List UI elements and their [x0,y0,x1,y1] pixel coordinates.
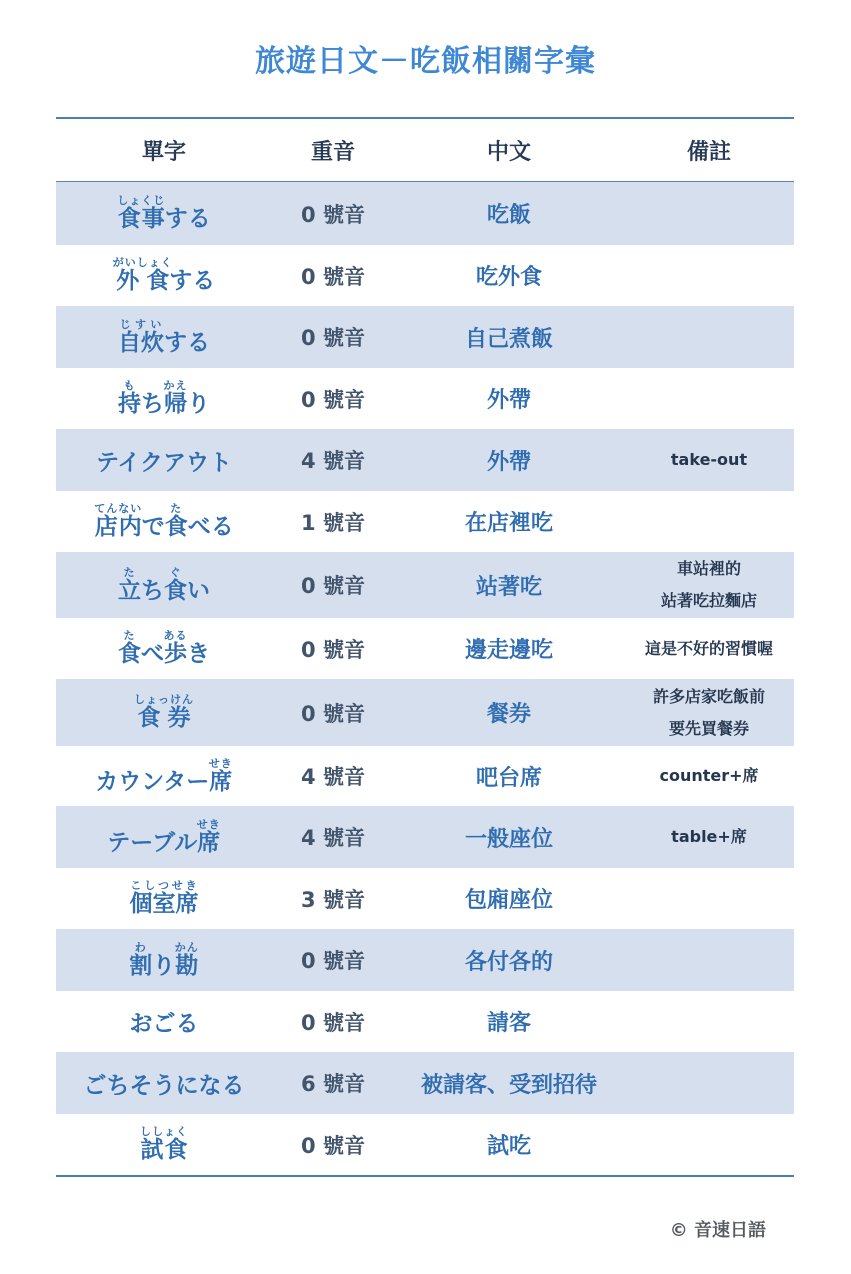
furigana-reading: も [118,379,141,392]
furigana-reading: た [118,565,141,579]
word-kana: で [141,514,165,540]
accent-cell: 4 號音 [301,765,365,789]
furigana-ruby: 試食ししょく [140,1125,188,1163]
header-accent: 重音 [310,139,355,165]
furigana-reading: がいしょく [112,256,173,269]
furigana-ruby: 割わ [129,940,153,979]
word-cell [56,1125,272,1164]
chinese-cell: 吧台席 [475,765,542,791]
page-title: 旅遊日文－吃飯相關字彙 [255,44,596,79]
chinese-cell: 餐券 [486,702,531,727]
word-cell [56,318,272,357]
chinese-cell: 在店裡吃 [464,511,553,536]
table-row [56,1052,794,1114]
word-cell [56,256,272,295]
table-row [56,368,794,429]
chinese-cell: 各付各的 [464,949,553,975]
accent-cell: 4 號音 [301,826,365,850]
word-kana: おごる [129,1011,199,1037]
note-line: take-out [670,450,748,469]
word-kana: き [187,641,210,667]
furigana-ruby: 持も [118,379,141,417]
chinese-cell: 包廂座位 [464,888,553,913]
header-chinese: 中文 [486,139,531,165]
furigana-ruby: 席せき [208,756,233,795]
word-kana: する [164,206,211,232]
furigana-ruby: 席せき [196,817,221,856]
vocab-table [56,117,794,1177]
furigana-reading: た [164,502,188,515]
furigana-ruby: 店内てんない [94,502,143,540]
note-line: 要先買餐券 [668,718,749,738]
table-row [56,679,794,746]
accent-cell: 0 號音 [301,387,365,412]
word-cell [56,818,272,857]
note-line: 許多店家吃飯前 [652,686,765,706]
furigana-ruby: 歩ある [163,629,188,667]
chinese-cell: 外帶 [486,388,531,413]
note-cell [624,633,794,665]
table-row [56,245,794,306]
word-cell [56,444,272,477]
chinese-cell: 被請客、受到招待 [420,1072,597,1098]
table-header [56,119,794,182]
word-kana: ごちそうになる [83,1072,245,1099]
furigana-ruby: 自炊じすい [118,317,164,356]
furigana-reading: せき [196,817,221,831]
accent-cell: 0 號音 [301,574,365,598]
table-row [56,991,794,1052]
furigana-ruby: 食た [118,629,141,667]
accent-cell: 0 號音 [301,949,365,973]
word-cell [56,757,272,796]
furigana-reading: ししょく [140,1125,188,1138]
chinese-cell: 請客 [486,1011,531,1036]
accent-cell: 3 號音 [301,887,365,912]
note-line: table+席 [671,827,747,846]
table-row [56,429,794,491]
accent-cell: 0 號音 [301,264,365,289]
accent-cell: 0 號音 [301,202,365,227]
chinese-cell: 一般座位 [464,826,553,852]
furigana-reading: せき [208,756,233,770]
note-line: 這是不好的習慣喔 [644,638,773,658]
word-cell [56,941,272,980]
table-body [56,182,794,1175]
accent-cell: 1 號音 [301,510,365,535]
furigana-ruby: 立た [118,565,141,604]
chinese-cell: 自己煮飯 [464,326,553,352]
word-cell [56,194,272,233]
note-cell [624,681,794,745]
word-kana: い [187,577,210,604]
furigana-reading: じすい [118,317,164,331]
table-row [56,182,794,245]
word-kana: べ [141,641,164,667]
accent-cell: 0 號音 [301,637,365,662]
table-row [56,1114,794,1175]
word-cell [56,693,272,732]
word-kana: り [187,391,210,417]
furigana-ruby: 食ぐ [164,565,187,604]
word-cell [56,629,272,668]
furigana-ruby: 帰かえ [163,379,188,417]
furigana-reading: かえ [163,379,188,392]
chinese-cell: 吃外食 [475,265,542,290]
word-cell [56,566,272,605]
note-cell [624,444,794,476]
chinese-cell: 試吃 [486,1134,531,1159]
chinese-cell: 邊走邊吃 [464,638,553,663]
header-word: 單字 [141,139,186,165]
table-row [56,491,794,552]
word-cell [56,879,272,918]
furigana-ruby: 外食がいしょく [112,256,173,294]
chinese-cell: 站著吃 [475,574,542,600]
furigana-reading: ある [163,629,188,642]
note-cell [624,821,794,853]
chinese-cell: 外帶 [486,449,531,475]
table-row [56,306,794,368]
furigana-reading: た [118,629,141,642]
chinese-cell: 吃飯 [486,203,531,228]
table-row [56,618,794,679]
furigana-reading: てんない [94,502,143,515]
furigana-ruby: 勘かん [174,940,199,979]
header-note: 備註 [686,139,731,165]
table-row [56,806,794,868]
furigana-ruby: 食事しょくじ [117,194,166,232]
table-row [56,552,794,618]
furigana-reading: ぐ [164,565,187,579]
furigana-reading: しょっけん [134,693,194,706]
word-kana: カウンター [95,768,210,795]
table-row [56,868,794,929]
accent-cell: 6 號音 [301,1072,365,1096]
word-kana: べる [187,514,234,540]
word-kana: テーブル [107,829,198,856]
note-cell [624,760,794,792]
accent-cell: 0 號音 [301,1133,365,1158]
word-cell [56,1067,272,1100]
furigana-ruby: 個室席こしつせき [129,879,199,917]
word-kana: ち [141,391,164,417]
word-cell [56,379,272,418]
furigana-ruby: 食た [164,502,188,540]
accent-cell: 0 號音 [301,326,365,350]
word-kana: テイクアウト [96,449,232,476]
furigana-ruby: 食券しょっけん [134,693,194,731]
word-cell [56,1005,272,1038]
copyright-footer: © 音速日語 [669,1220,766,1241]
word-kana: する [169,268,216,294]
furigana-reading: わ [129,940,153,954]
furigana-reading: こしつせき [129,879,199,892]
table-row [56,746,794,806]
note-line: 車站裡的 [676,559,741,578]
accent-cell: 4 號音 [301,449,365,473]
furigana-reading: しょくじ [117,194,166,207]
word-kana: り [152,952,176,979]
word-kana: ち [141,577,164,604]
note-line: counter+席 [659,766,759,785]
furigana-reading: かん [174,940,199,954]
note-line: 站著吃拉麵店 [660,591,757,610]
table-row [56,929,794,991]
accent-cell: 0 號音 [301,701,365,726]
word-cell [56,502,272,541]
note-cell [624,553,794,617]
word-kana: する [164,329,210,356]
accent-cell: 0 號音 [301,1010,365,1035]
